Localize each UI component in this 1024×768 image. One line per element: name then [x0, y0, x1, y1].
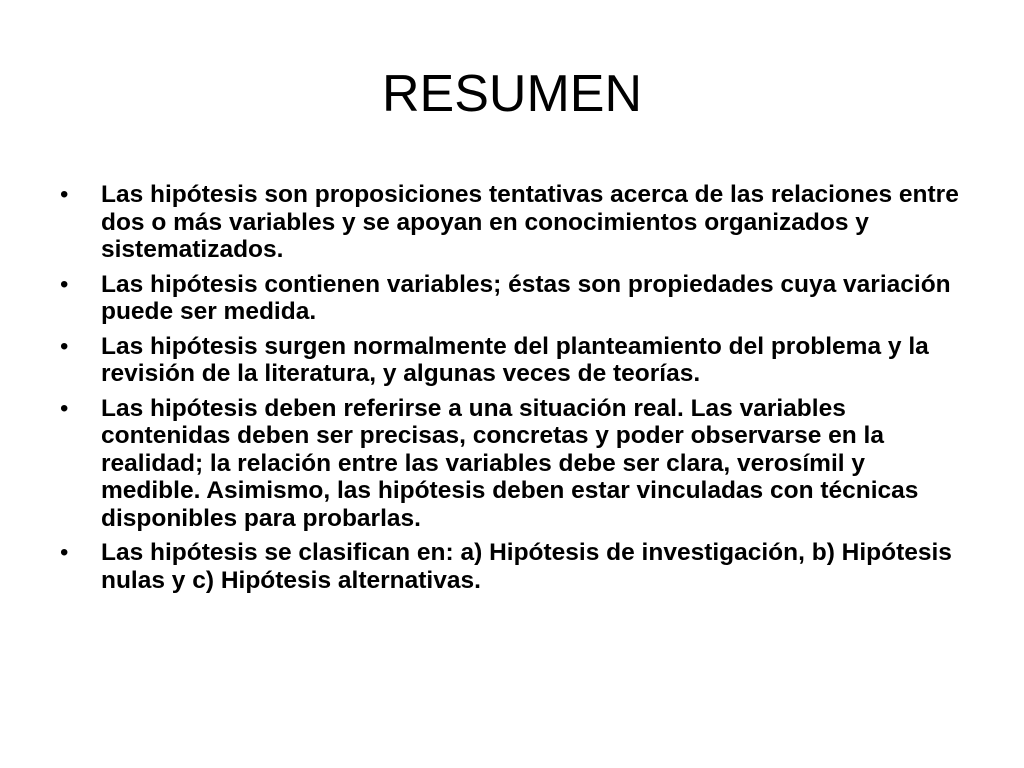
- bullet-text: Las hipótesis surgen normalmente del planteamiento del problema y la revisión de la literatura, y algunas veces de teorías.: [101, 332, 929, 387]
- bullet-list: [60, 181, 965, 601]
- bullet-item: [60, 539, 965, 594]
- bullet-text: Las hipótesis se clasifican en: a) Hipótesis de investigación, b) Hipótesis nulas y c) Hipótesis alternativas.: [101, 539, 952, 594]
- bullet-text: Las hipótesis deben referirse a una situación real. Las variables contenidas deben ser precisas, concretas y poder observarse en la realidad; la relación entre las variables debe ser clara, verosímil y medible. Asimismo, las hipótesis deben estar vinculadas con técnicas disponibles para probarlas.: [101, 394, 919, 532]
- bullet-icon: •: [60, 539, 69, 566]
- bullet-item: [60, 395, 965, 533]
- bullet-item: [60, 333, 965, 388]
- bullet-icon: •: [60, 181, 69, 208]
- bullet-text: Las hipótesis son proposiciones tentativas acerca de las relaciones entre dos o más variables y se apoyan en conocimientos organizados y sistematizados.: [101, 181, 959, 263]
- bullet-text: Las hipótesis contienen variables; éstas son propiedades cuya variación puede ser medida.: [101, 270, 951, 325]
- bullet-icon: •: [60, 332, 69, 360]
- bullet-icon: •: [60, 394, 69, 422]
- bullet-item: [60, 271, 965, 326]
- bullet-item: [60, 181, 965, 264]
- slide-title: RESUMEN: [381, 65, 643, 123]
- bullet-icon: •: [60, 270, 69, 298]
